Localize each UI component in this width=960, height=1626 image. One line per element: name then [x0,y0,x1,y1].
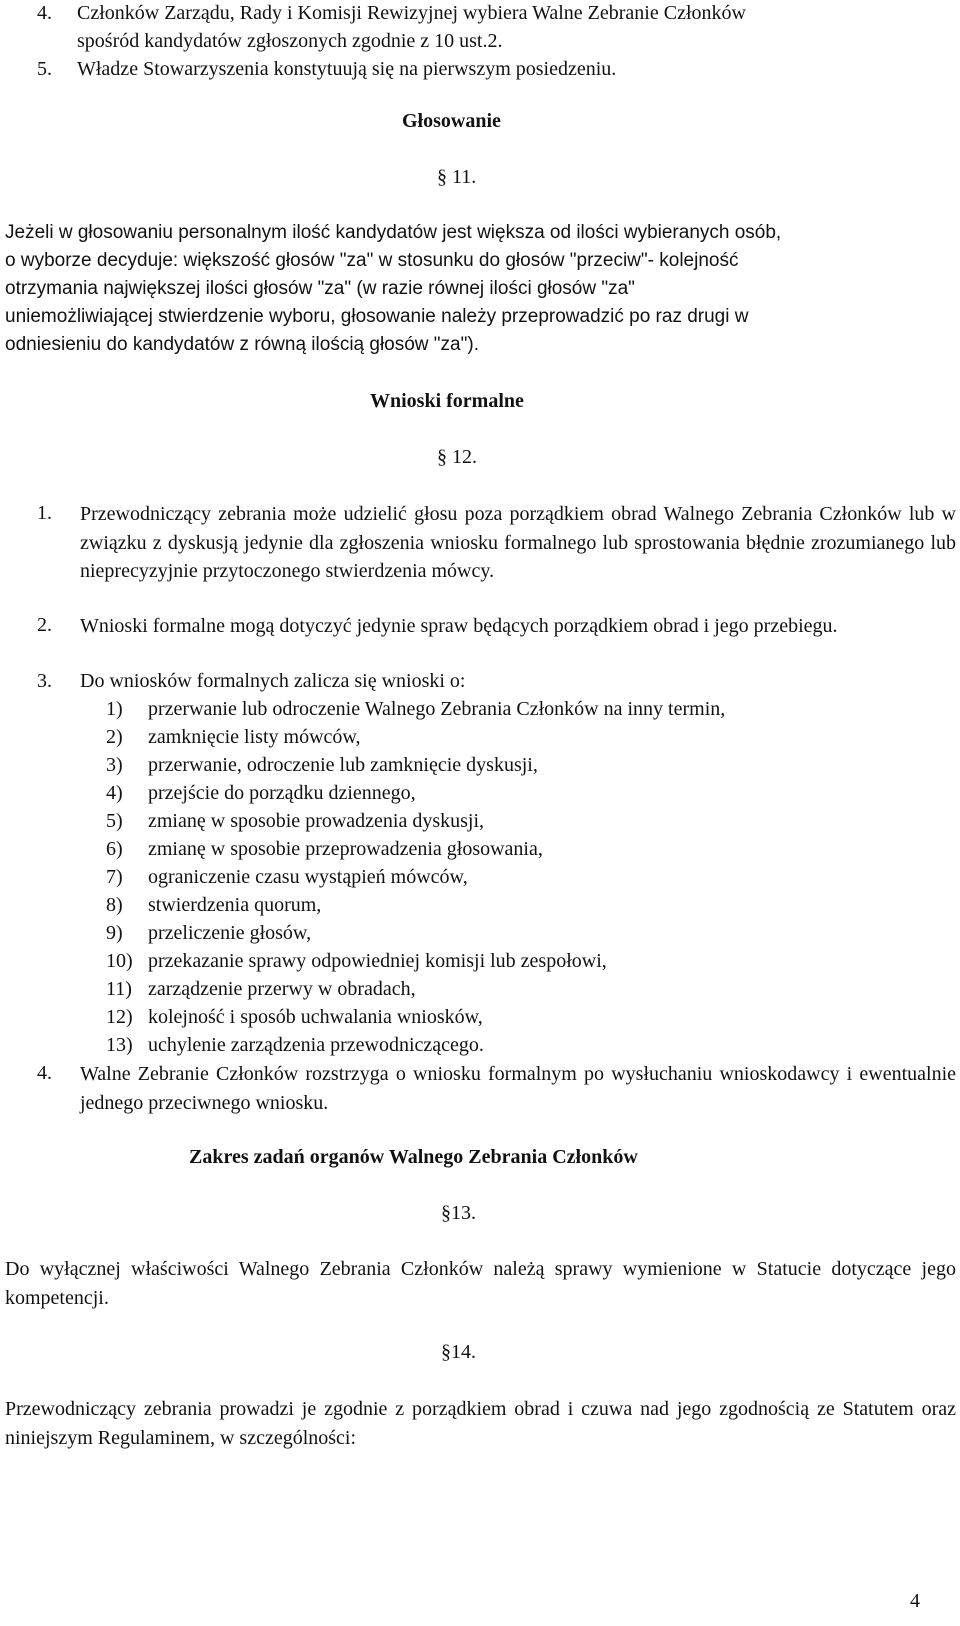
section-heading-zakres: Zakres zadań organów Walnego Zebrania Członków [189,1146,638,1168]
sublist-item-text: kolejność i sposób uchwalania wniosków, [148,1006,483,1028]
glosowanie-line-1: Jeżeli w głosowaniu personalnym ilość kandydatów jest większa od ilości wybieranych osób, [5,222,782,243]
page-number: 4 [910,1590,920,1612]
sublist-item-text: przerwanie lub odroczenie Walnego Zebrania Członków na inny termin, [148,698,726,720]
sublist-item-number: 10) [106,950,133,972]
section-heading-wnioski: Wnioski formalne [370,390,524,412]
sublist-item-number: 5) [106,810,123,832]
wnioski-item-3-number: 3. [37,670,52,692]
sublist-item [106,752,538,778]
sublist-item-text: przekazanie sprawy odpowiedniej komisji lub zespołowi, [148,950,607,972]
section-number-11: § 11. [437,166,477,188]
sublist-item-number: 7) [106,866,123,888]
sublist-item [106,1032,484,1058]
sublist-item-number: 12) [106,1006,133,1028]
sublist-item-number: 2) [106,726,123,748]
item-5: 5. Władze Stowarzyszenia konstytuują się na pierwszym posiedzeniu. [37,58,617,80]
sublist-item-text: zarządzenie przerwy w obradach, [148,978,416,1000]
wnioski-item-4-number: 4. [37,1062,52,1084]
wnioski-item-2: Wnioski formalne mogą dotyczyć jedynie spraw będących porządkiem obrad i jego przebiegu. [80,615,838,637]
sublist-item [106,808,484,834]
section-number-13: §13. [441,1202,476,1224]
sublist-item-text: przejście do porządku dziennego, [148,782,416,804]
sublist-item-text: zmianę w sposobie prowadzenia dyskusji, [148,810,485,832]
wnioski-item-4: Walne Zebranie Członków rozstrzyga o wniosku formalnym po wysłuchaniu wnioskodawcy i ewentualnie jednego przeciwnego wniosku. [80,1063,956,1114]
wnioski-item-3: Do wniosków formalnych zalicza się wnioski o: [80,670,466,692]
wnioski-item-2-number: 2. [37,614,52,636]
sublist-item-number: 4) [106,782,123,804]
sublist-item-number: 8) [106,894,123,916]
item-number: 4. [37,2,52,24]
sublist-item-text: zamknięcie listy mówców, [148,726,361,748]
wnioski-item-1-number: 1. [37,502,52,524]
sublist-item-text: uchylenie zarządzenia przewodniczącego. [148,1034,484,1056]
sublist-item [106,780,416,806]
sublist-item [106,864,468,890]
sublist-item-text: przeliczenie głosów, [148,922,312,944]
sublist-item [106,892,321,918]
paragraph-14: Przewodniczący zebrania prowadzi je zgodnie z porządkiem obrad i czuwa nad jego zgodnością ze Statutem oraz niniejszym Regulaminem, w szczególności: [5,1398,956,1449]
sublist-item [106,920,311,946]
sublist-item [106,696,725,722]
sublist-item-number: 13) [106,1034,133,1056]
sublist-item [106,948,607,974]
sublist-item-number: 11) [106,978,132,1000]
sublist-item [106,724,361,750]
item-number: 5. [37,58,52,80]
item-4-line-1: 4. Członków Zarządu, Rady i Komisji Rewizyjnej wybiera Walne Zebranie Członków [37,2,746,24]
sublist-item [106,1004,483,1030]
glosowanie-line-5: odniesieniu do kandydatów z równą ilością głosów "za"). [5,334,479,355]
sublist-item [106,836,543,862]
sublist-item-text: zmianę w sposobie przeprowadzenia głosowania, [148,838,543,860]
section-heading-glosowanie: Głosowanie [402,110,501,132]
sublist-item-number: 3) [106,754,123,776]
sublist-item-number: 9) [106,922,123,944]
wnioski-item-1: Przewodniczący zebrania może udzielić głosu poza porządkiem obrad Walnego Zebrania Członków lub w związku z dyskusją jedynie dla zgłoszenia wniosku formalnego lub sprostowania błędnie zrozumianego lub nieprecyzyjnie przytoczonego stwierdzenia mówcy. [80,503,956,582]
section-number-14: §14. [441,1341,476,1363]
sublist-item-text: ograniczenie czasu wystąpień mówców, [148,866,468,888]
sublist-item-text: przerwanie, odroczenie lub zamknięcie dyskusji, [148,754,538,776]
paragraph-13: Do wyłącznej właściwości Walnego Zebrania Członków należą sprawy wymienione w Statucie dotyczące jego kompetencji. [5,1258,956,1309]
sublist-item-number: 6) [106,838,123,860]
sublist-item-number: 1) [106,698,123,720]
item-4-line-2: spośród kandydatów zgłoszonych zgodnie z 10 ust.2. [77,30,503,52]
sublist-item [106,976,416,1002]
glosowanie-line-4: uniemożliwiającej stwierdzenie wyboru, głosowanie należy przeprowadzić po raz drugi w [5,306,749,327]
section-number-12: § 12. [437,446,477,468]
glosowanie-line-2: o wyborze decyduje: większość głosów "za" w stosunku do głosów "przeciw"- kolejność [5,250,739,271]
sublist-item-text: stwierdzenia quorum, [148,894,322,916]
glosowanie-line-3: otrzymania największej ilości głosów "za" (w razie równej ilości głosów "za" [5,278,635,299]
